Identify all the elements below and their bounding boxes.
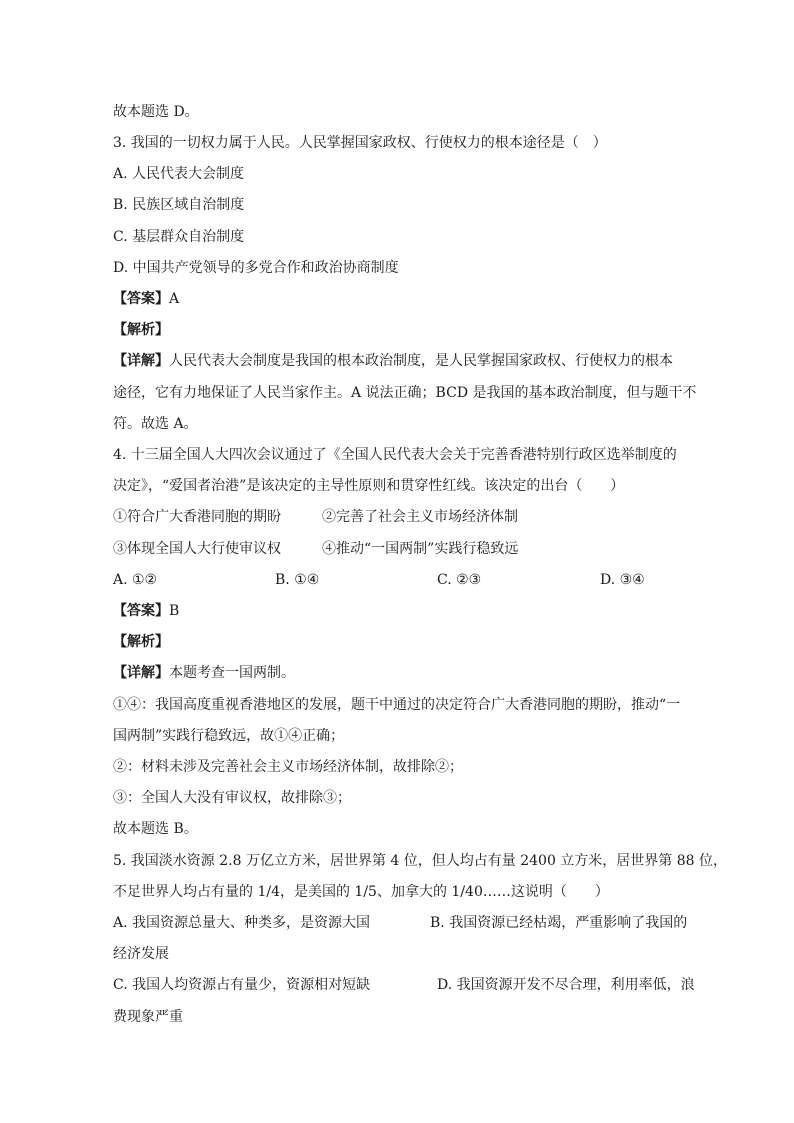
q4-detail-first [113,663,683,683]
q4-option-c: C. ②③ [437,572,482,588]
q4-option-a: A. ①② [113,572,158,588]
q3-option-a: A. 人民代表大会制度 [113,166,245,182]
q5-option-c: C. 我国人均资源占有量少，资源相对短缺 [113,977,371,993]
q4-statements-row-1 [113,507,683,527]
answer-label: 【答案】 [113,603,169,619]
q3-option-c: C. 基层群众自治制度 [113,229,245,245]
q5-option-b-continued: 经济发展 [113,946,169,962]
q5-option-d-continued: 费现象严重 [113,1009,183,1025]
q5-option-a: A. 我国资源总量大、种类多，是资源大国 [113,915,371,931]
q3-option-b: B. 民族区域自治制度 [113,197,245,213]
q4-statement-4: ④推动“一国两制”实践行稳致远 [322,541,519,557]
q4-answer [113,601,683,621]
q3-answer [113,289,683,309]
q5-stem-line-2: 不足世界人均占有量的 1/4，是美国的 1/5、加拿大的 1/40……这说明（ ） [113,884,609,900]
q3-stem: 3. 我国的一切权力属于人民。人民掌握国家政权、行使权力的根本途径是（ ） [113,135,607,151]
answer-value: A [169,291,180,307]
q5-options-row-1 [113,913,688,933]
q4-statement-1: ①符合广大香港同胞的期盼 [113,509,281,525]
q4-detail-line-4: ③：全国人大没有审议权，故排除③； [113,790,351,806]
q4-option-b: B. ①④ [275,572,320,588]
previous-conclusion: 故本题选 D。 [113,104,199,120]
q5-stem-line-1: 5. 我国淡水资源 2.8 万亿立方米，居世界第 4 位，但人均占有量 2400 立方米，居世界第 88 位， [113,853,728,869]
q4-detail-line-2: 国两制”实践行稳致远，故①④正确； [113,728,345,744]
q4-stem-line-1: 4. 十三届全国人大四次会议通过了《全国人民代表大会关于完善香港特别行政区选举制度的 [113,447,677,463]
q4-detail-line-3: ②：材料未涉及完善社会主义市场经济体制，故排除②； [113,759,463,775]
q4-stem-line-2: 决定》，“爱国者治港”是该决定的主导性原则和贯穿性红线。该决定的出台（ ） [113,478,625,494]
detail-label: 【详解】 [113,665,169,681]
detail-text: 人民代表大会制度是我国的根本政治制度，是人民掌握国家政权、行使权力的根本 [169,353,673,369]
q4-options-row [113,570,683,590]
answer-value: B [169,603,180,619]
q5-option-d: D. 我国资源开发不尽合理，利用率低，浪 [437,977,695,993]
q5-option-b: B. 我国资源已经枯竭，严重影响了我国的 [430,915,688,931]
detail-label: 【详解】 [113,353,169,369]
q3-detail-line-3: 符。故选 A。 [113,416,198,432]
q4-statement-2: ②完善了社会主义市场经济体制 [322,509,518,525]
q4-analysis-label: 【解析】 [113,634,169,650]
answer-label: 【答案】 [113,291,169,307]
q4-detail-line-1: ①④：我国高度重视香港地区的发展，题干中通过的决定符合广大香港同胞的期盼，推动“一 [113,697,681,713]
q3-detail-line-2: 途径，它有力地保证了人民当家作主。A 说法正确；BCD 是我国的基本政治制度，但与题干不 [113,385,697,401]
detail-text: 本题考查一国两制。 [169,665,295,681]
q3-option-d: D. 中国共产党领导的多党合作和政治协商制度 [113,260,399,276]
q4-statement-3: ③体现全国人大行使审议权 [113,541,281,557]
q3-analysis-label: 【解析】 [113,322,169,338]
q4-option-d: D. ③④ [600,572,645,588]
q4-statements-row-2 [113,539,683,559]
q5-options-row-2 [113,975,695,995]
q3-detail-line-1 [113,351,683,371]
q4-conclusion: 故本题选 B。 [113,821,198,837]
